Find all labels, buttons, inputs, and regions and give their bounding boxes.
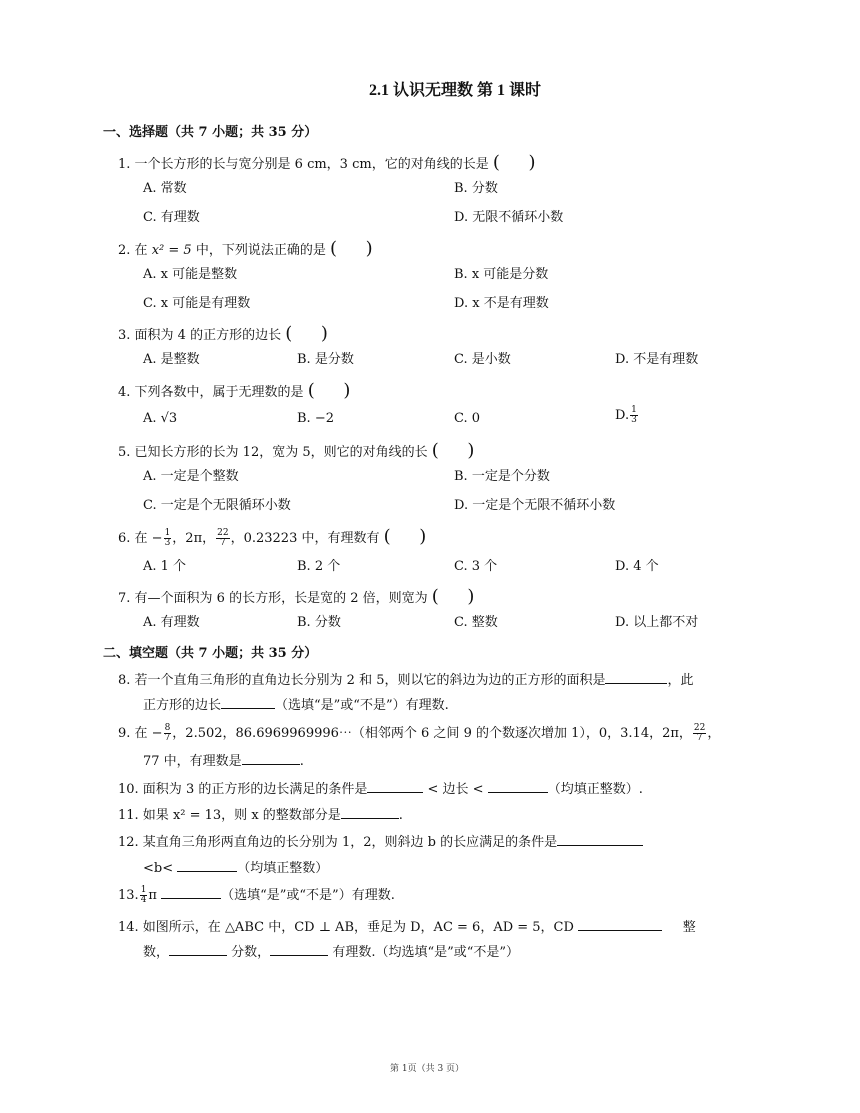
answer-blank[interactable]: [367, 780, 423, 793]
answer-parentheses: ( ): [285, 323, 328, 344]
question-9-end: ，: [707, 726, 721, 741]
fraction: [693, 724, 706, 743]
q5-option-c: C. 一定是个无限循环小数: [143, 498, 291, 513]
question-14-line-1: [118, 918, 696, 937]
question-8-line-2: [143, 696, 449, 715]
answer-blank[interactable]: [177, 859, 237, 872]
q2-option-a: A. x 可能是整数: [143, 267, 238, 282]
q2-option-d: D. x 不是有理数: [454, 296, 549, 311]
answer-blank[interactable]: [341, 806, 399, 819]
question-6-pre: 6. 在 −: [118, 531, 163, 546]
answer-parentheses: ( ): [383, 526, 427, 547]
question-6: [118, 528, 426, 548]
question-8-line-1: [118, 671, 694, 690]
question-14-text-tail: 整: [682, 920, 696, 935]
answer-blank[interactable]: [488, 780, 548, 793]
q1-option-d: D. 无限不循环小数: [454, 210, 564, 225]
section-heading-fill: 二、填空题（共 7 小题；共 35 分）: [103, 646, 318, 661]
question-9-pre: 9. 在 −: [118, 726, 163, 741]
answer-parentheses: ( ): [431, 440, 475, 461]
fraction-numerator: 8: [164, 723, 171, 733]
q5-option-d: D. 一定是个无限不循环小数: [454, 498, 616, 513]
question-9-text-2: 77 中，有理数是: [143, 754, 242, 769]
question-1: [118, 154, 536, 174]
q6-option-c: C. 3 个: [454, 559, 498, 574]
question-12-text-3: （均填正整数）: [237, 861, 329, 876]
q7-option-d: D. 以上都不对: [615, 615, 699, 630]
q5-option-b: B. 一定是个分数: [454, 469, 550, 484]
question-8-text-2: 正方形的边长: [143, 698, 222, 713]
q6-option-a: A. 1 个: [143, 559, 187, 574]
fraction-numerator: 1: [631, 405, 637, 415]
question-9-text-3: .: [299, 754, 304, 769]
fraction-numerator: 1: [164, 528, 171, 538]
question-2-post: 中，下列说法正确的是: [195, 243, 326, 258]
question-14-text-3: 分数，: [231, 945, 271, 960]
answer-parentheses: ( ): [492, 152, 536, 173]
q2-option-b: B. x 可能是分数: [454, 267, 549, 282]
question-7-text: 7. 有—个面积为 6 的长方形，长是宽的 2 倍，则宽为: [118, 591, 428, 606]
question-14-text-4: 有理数.（均选填“是”或“不是”）: [332, 945, 520, 960]
question-1-text: 1. 一个长方形的长与宽分别是 6 cm，3 cm，它的对角线的长是: [118, 157, 489, 172]
question-9-mid: ，2.502，86.6969969996⋯（相邻两个 6 之间 9 的个数逐次增加 1），0，3.14，2π，: [172, 726, 692, 741]
question-5-text: 5. 已知长方形的长为 12，宽为 5，则它的对角线的长: [118, 445, 428, 460]
question-12-line-2: [143, 859, 328, 878]
answer-blank[interactable]: [578, 918, 662, 931]
fraction-denominator: 7: [696, 733, 703, 743]
answer-blank[interactable]: [270, 943, 328, 956]
question-13: [118, 886, 395, 905]
question-12-text-2: <b<: [143, 861, 174, 876]
fraction-numerator: 22: [217, 528, 229, 538]
fraction-numerator: 1: [140, 885, 147, 895]
fraction: [630, 406, 638, 425]
question-8-text-tail: ，此: [667, 673, 694, 688]
answer-blank[interactable]: [557, 833, 643, 846]
q4-option-c: C. 0: [454, 411, 481, 426]
fraction-denominator: 7: [219, 538, 226, 548]
question-8-text-3: （选填“是”或“不是”）有理数.: [275, 698, 449, 713]
question-14-text: 14. 如图所示，在 △ABC 中，CD ⊥ AB，垂足为 D，AC = 6，AD = 5，CD: [118, 920, 574, 935]
answer-blank[interactable]: [605, 671, 667, 684]
answer-blank[interactable]: [221, 696, 275, 709]
fraction-numerator: 22: [693, 723, 706, 733]
pi-symbol: π: [148, 888, 157, 903]
fraction-denominator: 3: [164, 538, 171, 548]
q4-option-b: B. −2: [297, 411, 334, 426]
question-10-mid: < 边长 <: [427, 782, 484, 797]
question-2-pre: 2. 在: [118, 243, 148, 258]
q1-option-a: A. 常数: [143, 181, 187, 196]
fraction: [164, 724, 172, 743]
q6-option-d: D. 4 个: [615, 559, 659, 574]
question-11-tail: .: [398, 808, 403, 823]
question-2: [118, 240, 373, 260]
q1-option-b: B. 分数: [454, 181, 498, 196]
question-4-text: 4. 下列各数中，属于无理数的是: [118, 385, 304, 400]
fraction: [164, 529, 172, 548]
q1-option-c: C. 有理数: [143, 210, 200, 225]
question-14-line-2: [143, 943, 519, 962]
question-11: [118, 806, 403, 825]
question-5: [118, 442, 474, 462]
question-7: [118, 588, 474, 608]
page-footer: 第 1页（共 3 页）: [390, 1064, 465, 1074]
answer-blank[interactable]: [242, 752, 300, 765]
answer-parentheses: ( ): [431, 586, 475, 607]
question-10-tail: （均填正整数）.: [547, 782, 643, 797]
fraction-denominator: 4: [140, 895, 147, 905]
answer-parentheses: ( ): [307, 380, 351, 401]
question-10: [118, 780, 643, 799]
question-8-text: 8. 若一个直角三角形的直角边长分别为 2 和 5，则以它的斜边为边的正方形的面积是: [118, 673, 606, 688]
q3-option-c: C. 是小数: [454, 352, 511, 367]
question-3: [118, 325, 328, 345]
q2-option-c: C. x 可能是有理数: [143, 296, 251, 311]
q7-option-b: B. 分数: [297, 615, 341, 630]
section-heading-choice: 一、选择题（共 7 小题；共 35 分）: [103, 125, 318, 140]
answer-blank[interactable]: [161, 886, 221, 899]
q3-option-a: A. 是整数: [143, 352, 200, 367]
answer-parentheses: ( ): [329, 238, 373, 259]
page-title: 2.1 认识无理数 第 1 课时: [369, 82, 542, 99]
q3-option-b: B. 是分数: [297, 352, 354, 367]
question-9-line-2: [143, 752, 304, 771]
question-3-text: 3. 面积为 4 的正方形的边长: [118, 328, 282, 343]
question-10-text: 10. 面积为 3 的正方形的边长满足的条件是: [118, 782, 368, 797]
q4-option-d: [615, 406, 639, 425]
q5-option-a: A. 一定是个整数: [143, 469, 239, 484]
question-14-text-2: 数，: [143, 945, 170, 960]
q4-option-d-label: D.: [615, 408, 630, 423]
answer-blank[interactable]: [169, 943, 227, 956]
question-9-line-1: [118, 724, 720, 743]
question-11-text: 11. 如果 x² = 13，则 x 的整数部分是: [118, 808, 341, 823]
q4-option-a: A. √3: [143, 411, 178, 426]
fraction-denominator: 3: [631, 415, 637, 425]
question-4: [118, 382, 350, 402]
question-2-equation: x² = 5: [151, 243, 192, 258]
fraction: [216, 529, 229, 548]
question-13-number: 13.: [118, 888, 139, 903]
fraction: [140, 886, 148, 905]
q6-option-b: B. 2 个: [297, 559, 341, 574]
question-6-mid: ，2π，: [172, 531, 216, 546]
question-12-text: 12. 某直角三角形两直角边的长分别为 1，2，则斜边 b 的长应满足的条件是: [118, 835, 558, 850]
fraction-denominator: 7: [164, 733, 171, 743]
question-6-post: ，0.23223 中，有理数有: [230, 531, 380, 546]
question-13-tail: （选填“是”或“不是”）有理数.: [221, 888, 395, 903]
q7-option-c: C. 整数: [454, 615, 498, 630]
q3-option-d: D. 不是有理数: [615, 352, 699, 367]
question-12-line-1: [118, 833, 643, 852]
q7-option-a: A. 有理数: [143, 615, 200, 630]
